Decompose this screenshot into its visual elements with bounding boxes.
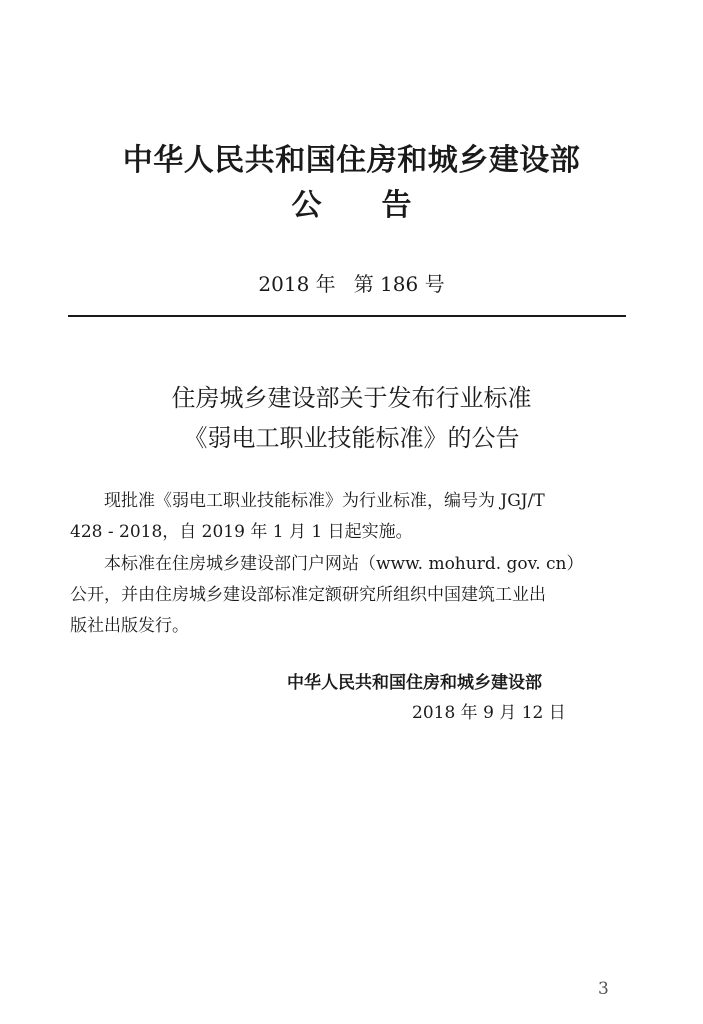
body-line: 本标准在住房城乡建设部门户网站（www. mohurd. gov. cn）	[104, 554, 584, 574]
body-line: 公开，并由住房城乡建设部标准定额研究所组织中国建筑工业出	[70, 585, 546, 605]
notice-char-gao: 告	[381, 188, 412, 223]
notice-heading	[0, 186, 703, 226]
body-paragraph-publication	[70, 549, 630, 642]
issuing-organization-title: 中华人民共和国住房和城乡建设部	[122, 143, 581, 178]
notice-char-gong: 公	[291, 188, 322, 223]
issue-number-line	[0, 270, 703, 298]
issue-number: 第 186 号	[353, 272, 445, 296]
header-divider	[68, 315, 626, 317]
subject-line-2: 《弱电工职业技能标准》的公告	[183, 424, 520, 452]
signature-date: 2018 年 9 月 12 日	[412, 703, 566, 723]
page-number: 3	[598, 979, 609, 999]
signature-organization: 中华人民共和国住房和城乡建设部	[287, 673, 542, 693]
issue-year: 2018 年	[258, 272, 336, 296]
body-line: 428 - 2018，自 2019 年 1 月 1 日起实施。	[70, 522, 413, 542]
subject-line-1: 住房城乡建设部关于发布行业标准	[171, 384, 532, 412]
body-line: 现批准《弱电工职业技能标准》为行业标准，编号为 JGJ/T	[104, 491, 545, 511]
body-line: 版社出版发行。	[70, 616, 189, 636]
body-paragraph-approval	[70, 486, 630, 548]
